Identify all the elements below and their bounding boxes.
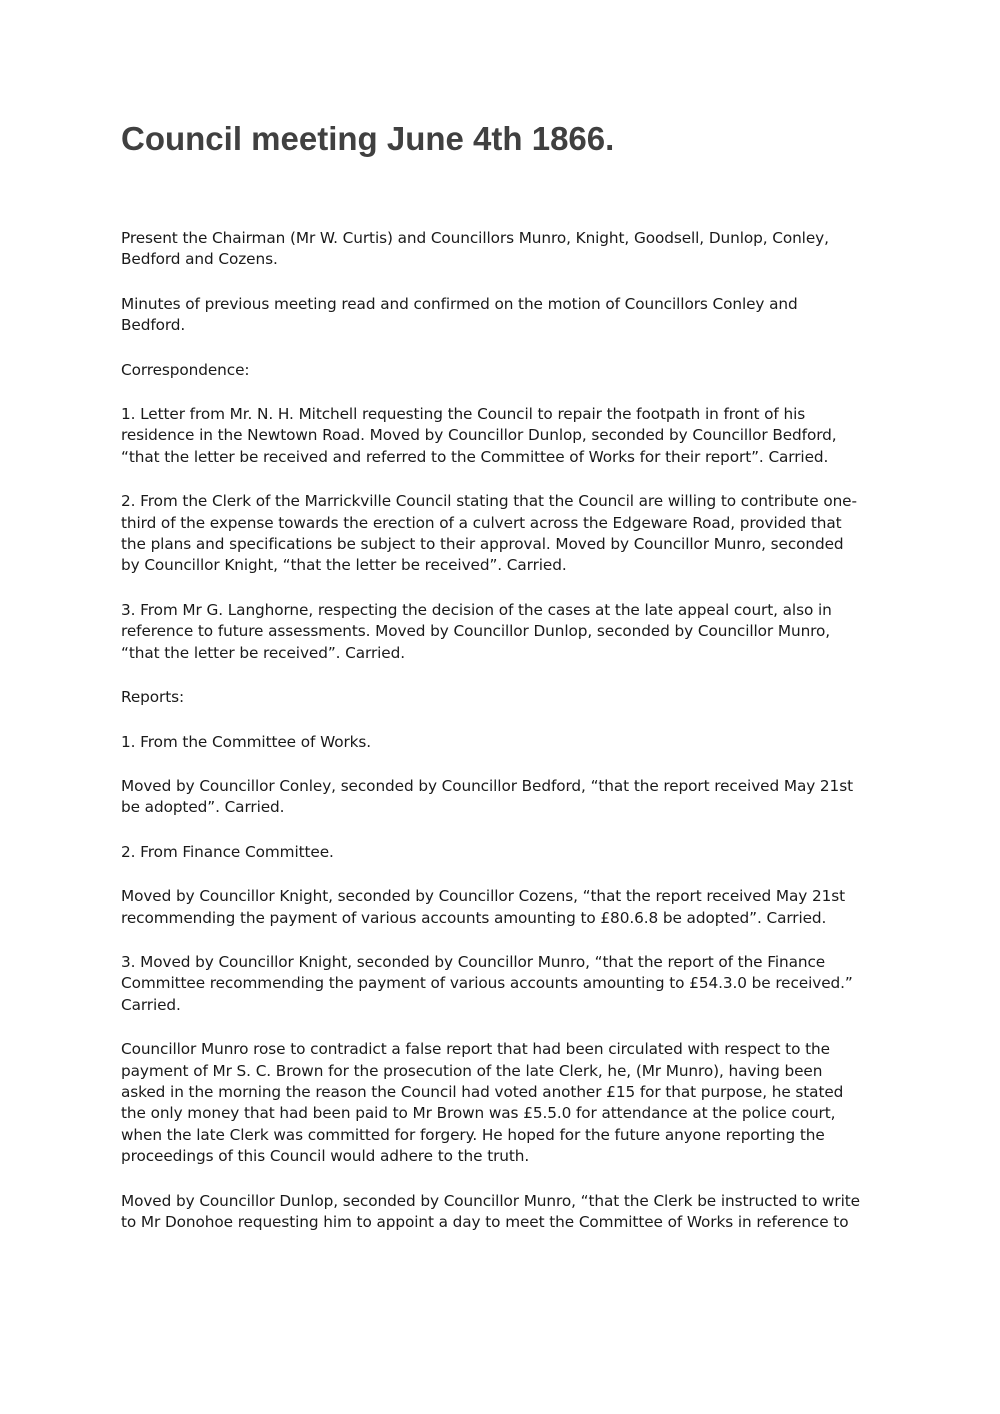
paragraph-line: Moved by Councillor Conley, seconded by Councillor Bedford, “that the report received May 21st <box>121 776 853 795</box>
paragraph-line: “that the letter be received”. Carried. <box>121 643 405 662</box>
paragraph <box>121 1039 891 1167</box>
paragraph <box>121 360 891 381</box>
paragraph-line: to Mr Donohoe requesting him to appoint a day to meet the Committee of Works in reference to <box>121 1213 849 1231</box>
paragraph-line: Reports: <box>121 688 185 707</box>
page-title: Council meeting June 4th 1866. <box>121 120 615 157</box>
paragraph-line: by Councillor Knight, “that the letter be received”. Carried. <box>121 556 567 575</box>
paragraph-line: 2. From Finance Committee. <box>121 842 334 861</box>
paragraph-line: 2. From the Clerk of the Marrickville Council stating that the Council are willing to contribute one- <box>121 492 857 511</box>
paragraph <box>121 776 891 819</box>
paragraph-line: 1. From the Committee of Works. <box>121 732 372 751</box>
paragraph-line: recommending the payment of various accounts amounting to £80.6.8 be adopted”. Carried. <box>121 908 827 927</box>
paragraph-line: payment of Mr S. C. Brown for the prosecution of the late Clerk, he, (Mr Munro), having been <box>121 1061 823 1080</box>
paragraph <box>121 404 891 468</box>
paragraph-line: Present the Chairman (Mr W. Curtis) and Councillors Munro, Knight, Goodsell, Dunlop, Conley, <box>121 229 829 247</box>
paragraph <box>121 228 891 271</box>
paragraph-line: be adopted”. Carried. <box>121 798 285 817</box>
paragraph-line: proceedings of this Council would adhere to the truth. <box>121 1147 530 1166</box>
paragraph-line: residence in the Newtown Road. Moved by Councillor Dunlop, seconded by Councillor Bedford, <box>121 426 837 445</box>
paragraph <box>121 600 891 664</box>
paragraph-line: Moved by Councillor Knight, seconded by Councillor Cozens, “that the report received May 21st <box>121 887 846 906</box>
paragraph-line: the plans and specifications be subject to their approval. Moved by Councillor Munro, seconded <box>121 535 844 554</box>
paragraph-line: Correspondence: <box>121 360 250 379</box>
paragraph-line: Councillor Munro rose to contradict a false report that had been circulated with respect to the <box>121 1040 830 1059</box>
paragraph <box>121 952 891 1016</box>
paragraph <box>121 842 891 863</box>
paragraph-line: when the late Clerk was committed for forgery. He hoped for the future anyone reporting the <box>121 1125 825 1144</box>
paragraph-line: Committee recommending the payment of various accounts amounting to £54.3.0 be received.” <box>121 974 853 993</box>
paragraph <box>121 294 891 337</box>
paragraph-line: third of the expense towards the erection of a culvert across the Edgeware Road, provided that <box>121 513 842 532</box>
paragraph <box>121 1191 891 1234</box>
paragraph-line: Carried. <box>121 995 181 1014</box>
paragraph-line: 1. Letter from Mr. N. H. Mitchell requesting the Council to repair the footpath in front of his <box>121 405 806 424</box>
paragraph-line: the only money that had been paid to Mr Brown was £5.5.0 for attendance at the police court, <box>121 1104 836 1123</box>
paragraph <box>121 886 891 929</box>
paragraph <box>121 687 891 708</box>
paragraph-line: 3. Moved by Councillor Knight, seconded by Councillor Munro, “that the report of the Finance <box>121 952 826 971</box>
paragraph-line: Minutes of previous meeting read and confirmed on the motion of Councillors Conley and <box>121 294 798 313</box>
paragraph-line: Moved by Councillor Dunlop, seconded by Councillor Munro, “that the Clerk be instructed to write <box>121 1191 860 1210</box>
paragraph <box>121 732 891 753</box>
paragraph-line: reference to future assessments. Moved by Councillor Dunlop, seconded by Councillor Munro, <box>121 622 831 641</box>
paragraph-line: Bedford. <box>121 316 186 335</box>
paragraph-line: Bedford and Cozens. <box>121 250 278 269</box>
paragraph-line: asked in the morning the reason the Council had voted another £15 for that purpose, he stated <box>121 1082 844 1101</box>
paragraph-line: 3. From Mr G. Langhorne, respecting the decision of the cases at the late appeal court, also in <box>121 600 832 619</box>
paragraph <box>121 491 891 577</box>
paragraph-line: “that the letter be received and referred to the Committee of Works for their report”. Carried. <box>121 447 829 466</box>
document-body <box>121 228 891 1256</box>
